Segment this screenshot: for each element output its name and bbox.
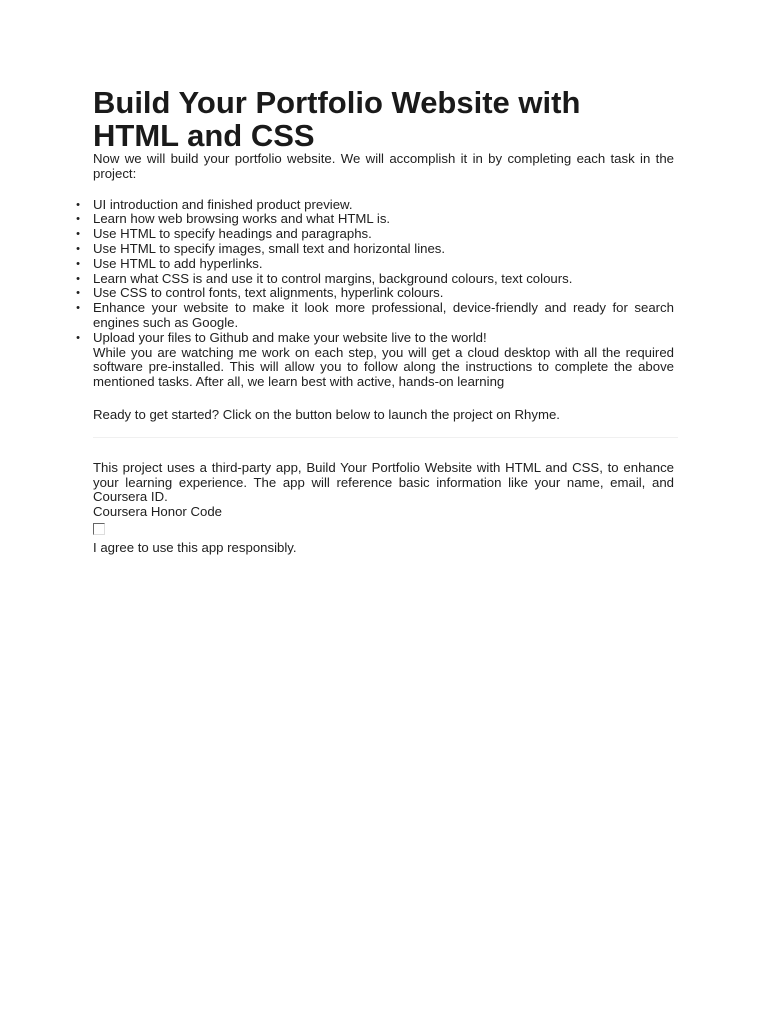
third-party-notice: This project uses a third-party app, Build Your Portfolio Website with HTML and CSS, to enhance your learning experience. The app will reference basic information like your name, email, and Coursera ID. bbox=[93, 459, 674, 505]
bullet-icon: • bbox=[76, 198, 80, 211]
bullet-icon: • bbox=[76, 228, 80, 241]
task-text: Use HTML to specify headings and paragraphs. bbox=[93, 226, 372, 242]
task-list bbox=[76, 196, 674, 346]
bullet-icon: • bbox=[76, 302, 80, 315]
cloud-desktop-paragraph: While you are watching me work on each step, you will get a cloud desktop with all the required software pre-installed. This will allow you to follow along the instructions to complete the above mentioned tasks. After all, we learn best with active, hands-on learning bbox=[93, 344, 674, 390]
list-item bbox=[76, 211, 674, 227]
section-divider bbox=[93, 437, 678, 438]
task-text: Enhance your website to make it look more professional, device-friendly and ready for search engines such as Google. bbox=[93, 300, 674, 330]
bullet-icon: • bbox=[76, 287, 80, 300]
list-item bbox=[76, 285, 674, 301]
bullet-icon: • bbox=[76, 257, 80, 270]
list-item bbox=[76, 226, 674, 242]
honor-code-label: Coursera Honor Code bbox=[93, 504, 223, 520]
task-text: Learn what CSS is and use it to control margins, background colours, text colours. bbox=[93, 270, 573, 286]
page-title: Build Your Portfolio Website with HTML and CSS bbox=[93, 85, 581, 153]
intro-paragraph: Now we will build your portfolio website. We will accomplish it in by completing each task in the project: bbox=[93, 151, 674, 181]
bullet-icon: • bbox=[76, 213, 80, 226]
task-text: UI introduction and finished product preview. bbox=[93, 196, 353, 212]
agree-label: I agree to use this app responsibly. bbox=[93, 539, 297, 555]
document-page bbox=[76, 85, 674, 556]
bullet-icon: • bbox=[76, 272, 80, 285]
agree-checkbox[interactable] bbox=[93, 523, 105, 535]
cta-paragraph: Ready to get started? Click on the button below to launch the project on Rhyme. bbox=[93, 406, 560, 422]
task-text: Learn how web browsing works and what HTML is. bbox=[93, 211, 391, 227]
list-item bbox=[76, 300, 674, 331]
task-text: Use HTML to specify images, small text and horizontal lines. bbox=[93, 240, 446, 256]
list-item bbox=[76, 240, 674, 257]
task-text: Upload your files to Github and make your website live to the world! bbox=[93, 329, 487, 345]
task-text: Use HTML to add hyperlinks. bbox=[93, 255, 263, 271]
task-text: Use CSS to control fonts, text alignments, hyperlink colours. bbox=[93, 285, 444, 301]
list-item bbox=[76, 196, 674, 213]
list-item bbox=[76, 255, 674, 272]
list-item bbox=[76, 329, 674, 346]
list-item bbox=[76, 270, 674, 287]
bullet-icon: • bbox=[76, 242, 80, 255]
bullet-icon: • bbox=[76, 331, 80, 344]
